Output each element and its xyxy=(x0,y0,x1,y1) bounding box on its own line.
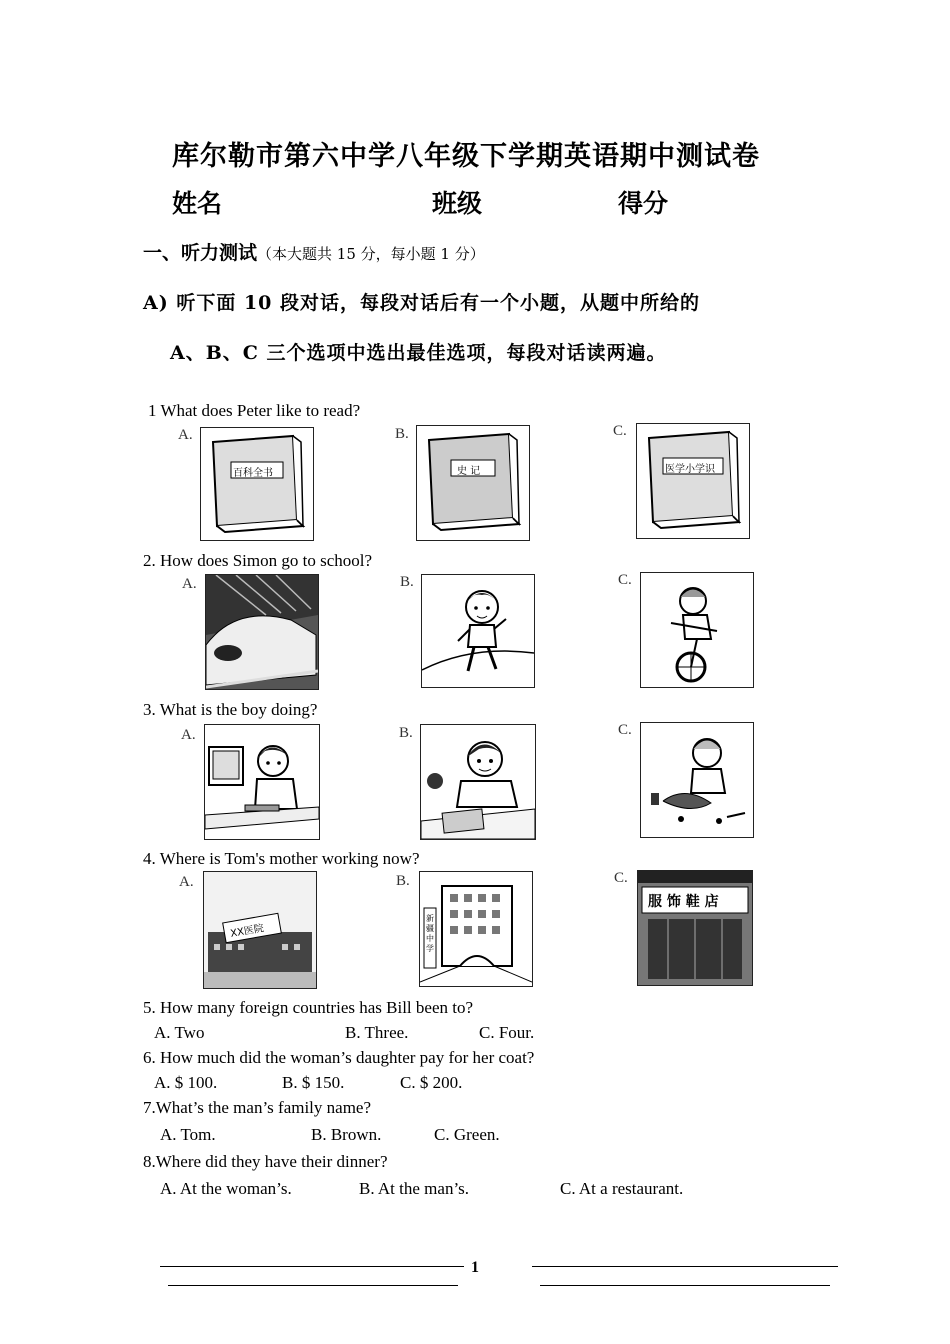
option-a-label: A. xyxy=(181,727,196,743)
option-b-label: B. xyxy=(399,725,413,741)
page-number: 1 xyxy=(471,1259,479,1276)
question-7: 7.What’s the man’s family name? xyxy=(143,1098,372,1117)
q7-option-c[interactable]: C. Green. xyxy=(434,1125,500,1144)
q6-option-c[interactable]: C. $ 200. xyxy=(400,1073,463,1092)
option-b-label: B. xyxy=(396,873,410,889)
option-a-label: A. xyxy=(182,576,197,592)
q5-option-b[interactable]: B. Three. xyxy=(345,1023,409,1042)
walking-boy-image xyxy=(421,574,535,688)
q6-option-b[interactable]: B. $ 150. xyxy=(282,1073,345,1092)
section-title: 一、听力测试 xyxy=(143,242,258,264)
option-a-label: A. xyxy=(179,874,194,890)
book-title-a: 百科全书 xyxy=(233,468,273,479)
q7-option-b[interactable]: B. Brown. xyxy=(311,1125,382,1144)
book-title-c: 医学小学识 xyxy=(665,464,715,475)
q8-option-c[interactable]: C. At a restaurant. xyxy=(560,1179,684,1198)
shop-sign: 服 饰 鞋 店 xyxy=(648,894,719,910)
question-2: 2. How does Simon go to school? xyxy=(143,551,373,570)
option-c-label: C. xyxy=(614,870,628,886)
option-c-label: C. xyxy=(613,423,627,439)
option-b-label: B. xyxy=(400,574,414,590)
question-6: 6. How much did the woman’s daughter pay for her coat? xyxy=(143,1048,535,1067)
instruction-line-1: A) 听下面 10 段对话，每段对话后有一个小题，从题中所给的 xyxy=(143,292,701,314)
fixing-bike-boy-image xyxy=(640,722,754,838)
book-image-a xyxy=(200,427,314,541)
instruction-line-2: A、B、C 三个选项中选出最佳选项，每段对话读两遍。 xyxy=(170,342,667,364)
q6-option-a[interactable]: A. $ 100. xyxy=(154,1073,218,1092)
score-field-label: 得分 xyxy=(618,189,669,218)
class-field-label: 班级 xyxy=(432,189,483,218)
cycling-boy-image xyxy=(640,572,754,688)
book-image-c xyxy=(636,423,750,539)
question-1: 1 What does Peter like to read? xyxy=(148,401,361,420)
computer-boy-image xyxy=(204,724,320,840)
q8-option-a[interactable]: A. At the woman’s. xyxy=(160,1179,292,1198)
question-4: 4. Where is Tom's mother working now? xyxy=(143,849,420,868)
footer-rule-right-top xyxy=(532,1266,838,1267)
hospital-image xyxy=(203,871,317,989)
drawing-boy-image xyxy=(420,724,536,840)
option-a-label: A. xyxy=(178,427,193,443)
q8-option-b[interactable]: B. At the man’s. xyxy=(359,1179,470,1198)
footer-rule-left-bottom xyxy=(168,1285,458,1286)
question-3: 3. What is the boy doing? xyxy=(143,700,318,719)
page-title: 库尔勒市第六中学八年级下学期英语期中测试卷 xyxy=(172,141,760,172)
q5-option-c[interactable]: C. Four. xyxy=(479,1023,535,1042)
school-sign: 新疆中学 xyxy=(426,914,434,953)
name-field-label: 姓名 xyxy=(172,189,223,218)
option-c-label: C. xyxy=(618,572,632,588)
hospital-sign: XX医院 xyxy=(229,923,265,940)
question-8: 8.Where did they have their dinner? xyxy=(143,1152,388,1171)
question-5: 5. How many foreign countries has Bill been to? xyxy=(143,998,474,1017)
footer-rule-left-top xyxy=(160,1266,464,1267)
book-image-b xyxy=(416,425,530,541)
section-heading xyxy=(143,238,485,265)
school-image xyxy=(419,871,533,987)
section-note: （本大题共 15 分，每小题 1 分） xyxy=(257,245,485,263)
shop-image xyxy=(637,870,753,986)
option-c-label: C. xyxy=(618,722,632,738)
train-image xyxy=(205,574,319,690)
option-b-label: B. xyxy=(395,426,409,442)
q7-option-a[interactable]: A. Tom. xyxy=(160,1125,216,1144)
q5-option-a[interactable]: A. Two xyxy=(154,1023,205,1042)
footer-rule-right-bottom xyxy=(540,1285,830,1286)
book-title-b: 史 记 xyxy=(457,466,481,477)
